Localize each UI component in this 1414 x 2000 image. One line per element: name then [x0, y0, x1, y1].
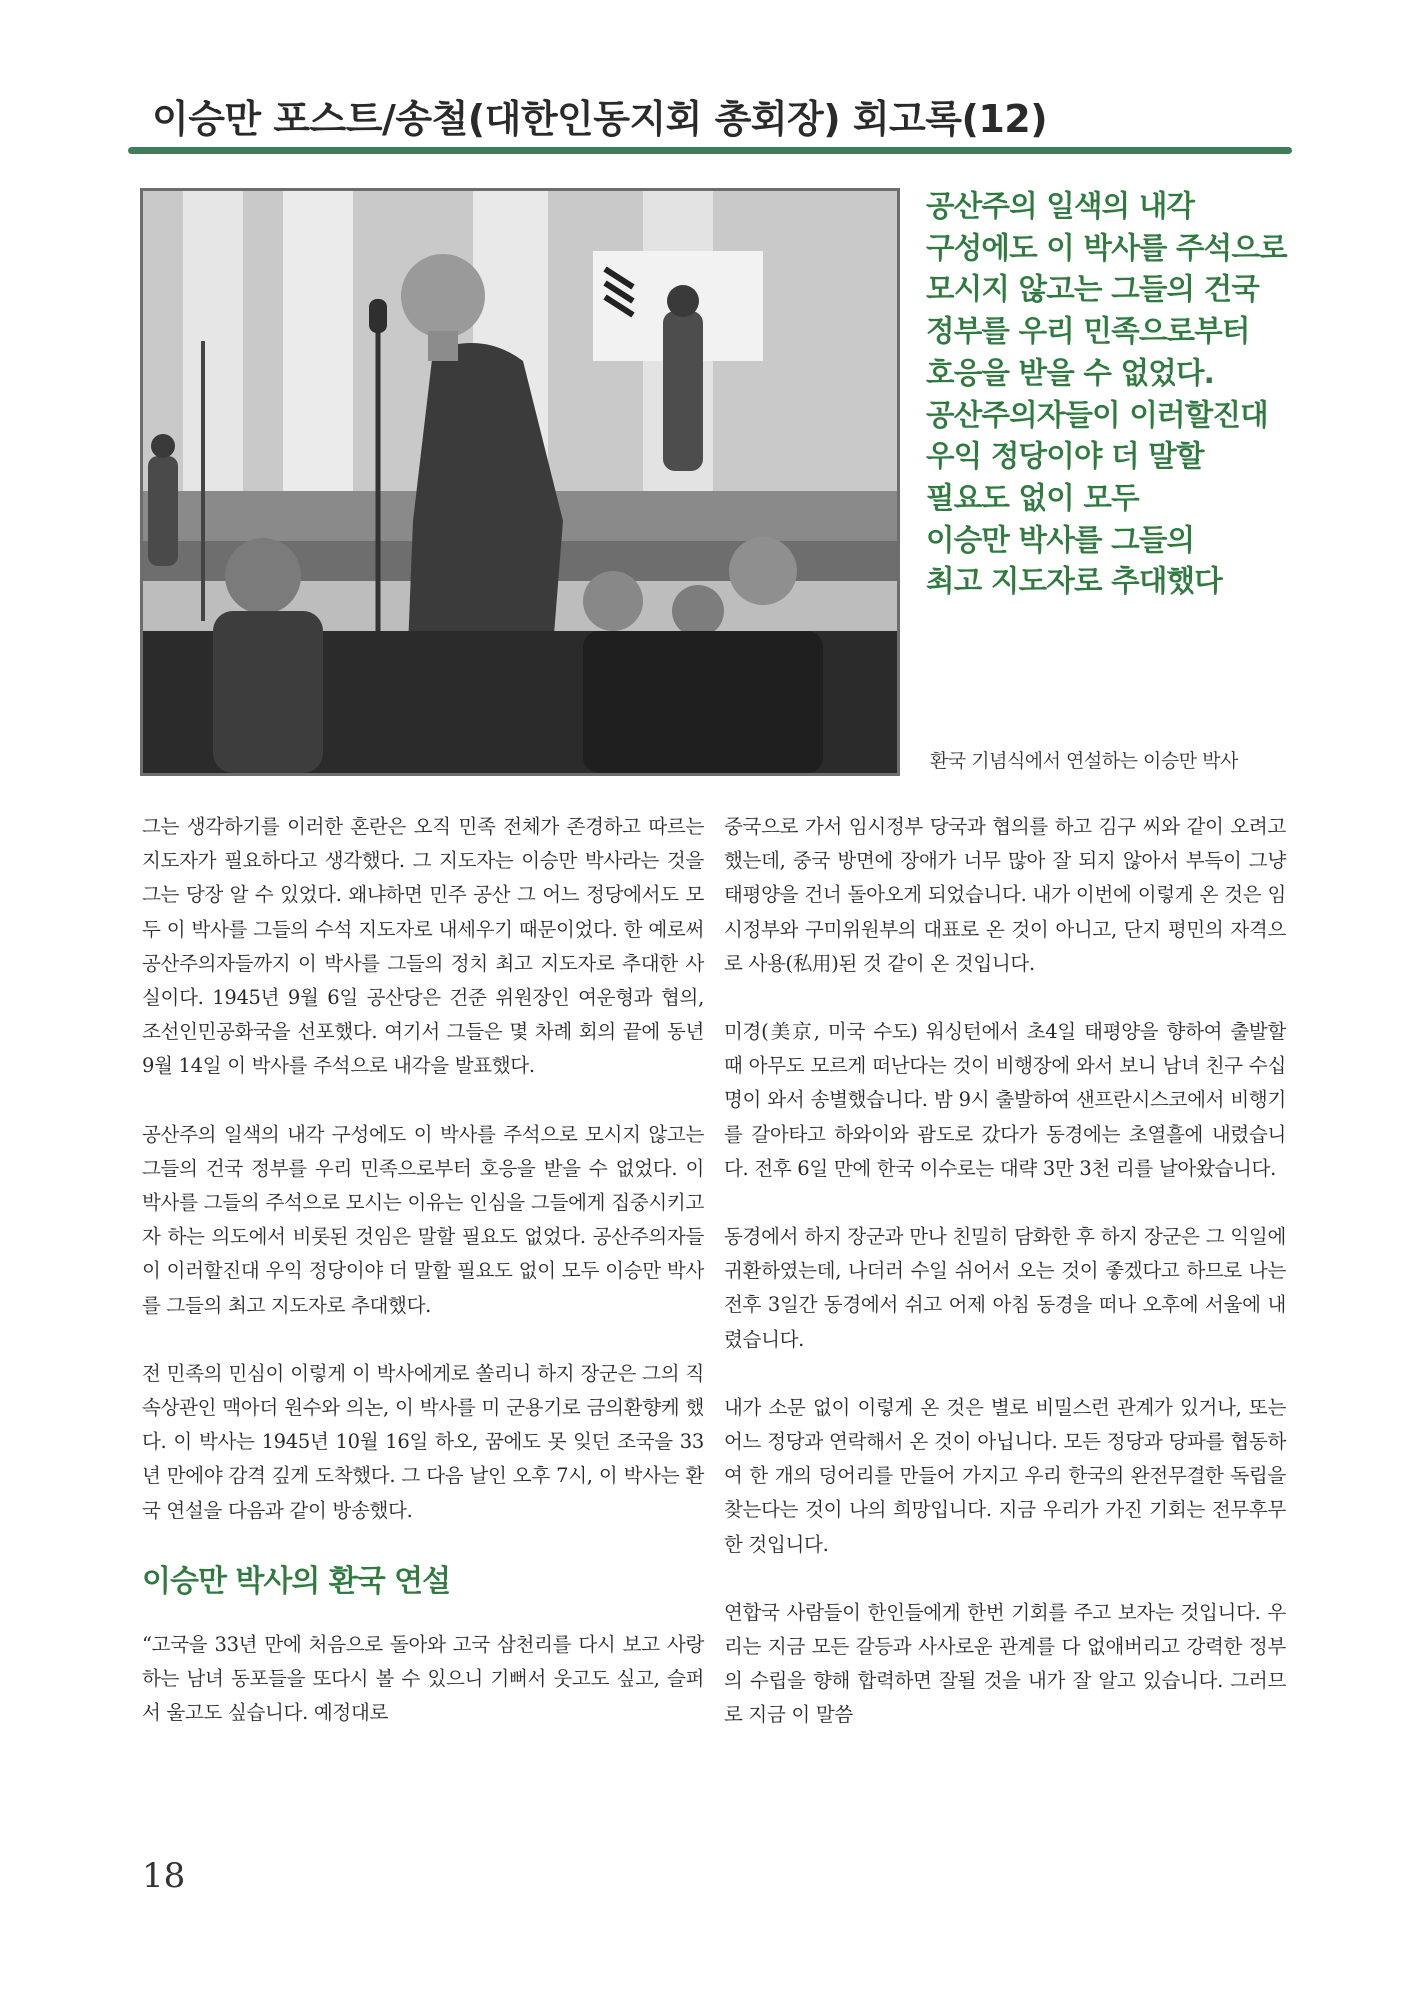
body-paragraph: 중국으로 가서 임시정부 당국과 협의를 하고 김구 씨와 같이 오려고 했는데, 중국 방면에 장애가 너무 많아 잘 되지 않아서 부득이 그냥 태평양을 건너 돌아오게 되었습니다. 내가 이번에 이렇게 온 것은 임시정부와 구미위원부의 대표로 온 것이 아니고, 단지 평민의 자격으로 사용(私用)된 것 같이 온 것입니다. — [724, 815, 1286, 975]
body-paragraph: 공산주의 일색의 내각 구성에도 이 박사를 주석으로 모시지 않고는 그들의 건국 정부를 우리 민족으로부터 호응을 받을 수 없었다. 이 박사를 그들의 주석으로 모시는 이유는 인심을 그들에게 집중시키고자 하는 의도에서 비롯된 것임은 말할 필요도 없었다. 공산주의자들이 이러할진대 우익 정당이야 더 말할 필요도 없이 모두 이승만 박사를 그들의 최고 지도자로 추대했다. — [142, 1122, 704, 1317]
body-paragraph: 동경에서 하지 장군과 만나 친밀히 담화한 후 하지 장군은 그 익일에 귀환하였는데, 나더러 수일 쉬어서 오는 것이 좋겠다고 하므로 나는 전후 3일간 동경에서 쉬고 어제 아침 동경을 떠나 오후에 서울에 내렸습니다. — [724, 1225, 1286, 1351]
photo-speech — [140, 188, 900, 776]
pull-quote-line: 모시지 않고는 그들의 건국 — [926, 272, 1260, 307]
body-paragraph: 미경(美京, 미국 수도) 워싱턴에서 초4일 태평양을 향하여 출발할 때 아무도 모르게 떠난다는 것이 비행장에 와서 보니 남녀 친구 수십 명이 와서 송별했습니다. 밤 9시 출발하여 샌프란시스코에서 비행기를 갈아타고 하와이와 괌도로 갔다가 동경에는 초열흘에 내렸습니다. 전후 6일 만에 한국 이수로는 대략 3만 3천 리를 날아왔습니다. — [724, 1020, 1286, 1180]
right-column — [724, 810, 1286, 1767]
pull-quote-line: 호응을 받을 수 없었다. — [926, 355, 1215, 390]
pull-quote-line: 필요도 없이 모두 — [926, 480, 1139, 515]
speech-paragraph: “고국을 33년 만에 처음으로 돌아와 고국 삼천리를 다시 보고 사랑하는 남녀 동포들을 또다시 볼 수 있으니 기뻐서 웃고도 싶고, 슬퍼서 울고도 싶습니다. 예정대로 — [142, 1632, 704, 1725]
photo-caption: 환국 기념식에서 연설하는 이승만 박사 — [930, 750, 1238, 772]
pull-quote-line: 공산주의 일색의 내각 — [926, 189, 1195, 223]
page-title: 이승만 포스트/송철(대한인동지회 총회장) 회고록(12) — [152, 97, 1048, 141]
page-number: 18 — [142, 1856, 186, 1896]
section-heading: 이승만 박사의 환국 연설 — [142, 1563, 451, 1599]
pull-quote — [926, 186, 1286, 603]
pull-quote-line: 구성에도 이 박사를 주석으로 — [926, 230, 1287, 265]
left-column — [142, 810, 704, 1764]
pull-quote-line: 최고 지도자로 추대했다 — [926, 564, 1222, 599]
pull-quote-line: 공산주의자들이 이러할진대 — [926, 397, 1268, 432]
body-paragraph: 연합국 사람들이 한인들에게 한번 기회를 주고 보자는 것입니다. 우리는 지금 모든 갈등과 사사로운 관계를 다 없애버리고 강력한 정부의 수립을 향해 합력하면 잘될 것을 내가 잘 알고 있습니다. 그러므로 지금 이 말씀 — [724, 1600, 1286, 1727]
pull-quote-line: 우익 정당이야 더 말할 — [926, 439, 1204, 474]
title-underline — [128, 147, 1292, 154]
photo-illustration — [143, 191, 897, 773]
body-paragraph: 그는 생각하기를 이러한 혼란은 오직 민족 전체가 존경하고 따르는 지도자가 필요하다고 생각했다. 그 지도자는 이승만 박사라는 것을 그는 당장 알 수 있었다. 왜냐하면 민주 공산 그 어느 정당에서도 모두 이 박사를 그들의 수석 지도자로 내세우기 때문이었다. 한 예로써 공산주의자들까지 이 박사를 그들의 정치 최고 지도자로 추대한 사실이다. 1945년 9월 6일 공산당은 건준 위원장인 여운형과 협의, 조선인민공화국을 선포했다. 여기서 그들은 몇 차례 회의 끝에 동년 9월 14일 이 박사를 주석으로 내각을 발표했다. — [142, 815, 704, 1078]
pull-quote-line: 정부를 우리 민족으로부터 — [926, 314, 1250, 349]
pull-quote-line: 이승만 박사를 그들의 — [926, 522, 1195, 557]
body-paragraph: 내가 소문 없이 이렇게 온 것은 별로 비밀스런 관계가 있거나, 또는 어느 정당과 연락해서 온 것이 아닙니다. 모든 정당과 당파를 협동하여 한 개의 덩어리를 만들어 가지고 우리 한국의 완전무결한 독립을 찾는다는 것이 나의 희망입니다. 지금 우리가 가진 기회는 전무후무한 것입니다. — [724, 1395, 1286, 1556]
body-paragraph: 전 민족의 민심이 이렇게 이 박사에게로 쏠리니 하지 장군은 그의 직속상관인 맥아더 원수와 의논, 이 박사를 미 군용기로 금의환향케 했다. 이 박사는 1945년 10월 16일 하오, 꿈에도 못 잊던 조국을 33년 만에야 감격 깊게 도착했다. 그 다음 날인 오후 7시, 이 박사는 환국 연설을 다음과 같이 방송했다. — [142, 1361, 704, 1522]
